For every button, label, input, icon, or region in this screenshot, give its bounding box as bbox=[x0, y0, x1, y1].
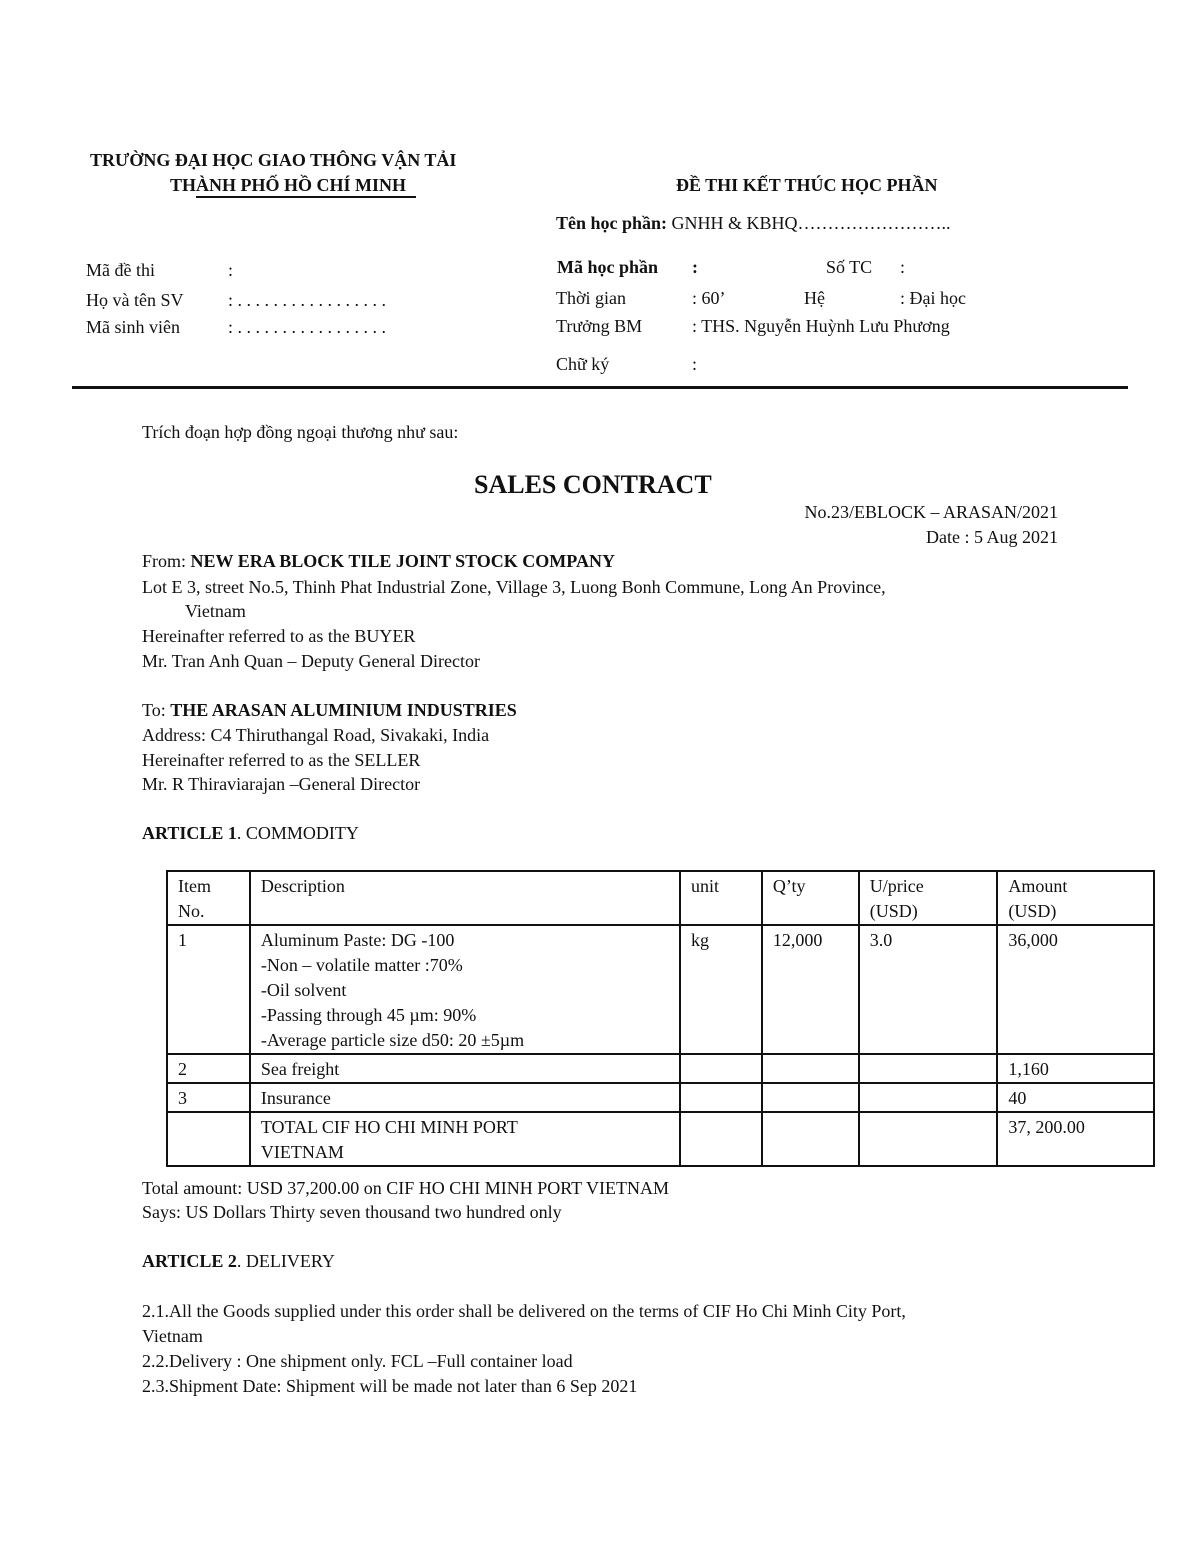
credits-label: Số TC bbox=[826, 257, 873, 277]
intro-text: Trích đoạn hợp đồng ngoại thương như sau: bbox=[142, 422, 459, 442]
table-row bbox=[167, 1054, 1154, 1083]
student-id-value: : . . . . . . . . . . . . . . . . . bbox=[228, 317, 387, 337]
table-header-row bbox=[167, 871, 1154, 925]
course-code-label: Mã học phần bbox=[557, 257, 659, 277]
article2-label: ARTICLE 2 bbox=[142, 1251, 237, 1271]
cell-amount: 40 bbox=[997, 1083, 1154, 1112]
from-representative: Mr. Tran Anh Quan – Deputy General Director bbox=[142, 651, 480, 671]
contract-date: Date : 5 Aug 2021 bbox=[926, 527, 1058, 547]
cell-amount: 1,160 bbox=[997, 1054, 1154, 1083]
system-label: Hệ bbox=[804, 288, 825, 308]
cell-description: Sea freight bbox=[250, 1054, 680, 1083]
signature-value: : bbox=[692, 354, 698, 374]
table-total-row bbox=[167, 1112, 1154, 1166]
contract-title: SALES CONTRACT bbox=[474, 470, 712, 499]
header-unit: unit bbox=[680, 871, 762, 925]
delivery-clause-2-1-line1: 2.1.All the Goods supplied under this order shall be delivered on the terms of CIF Ho Chi Minh City Port, bbox=[142, 1301, 906, 1321]
dept-head-value: : THS. Nguyễn Huỳnh Lưu Phương bbox=[692, 316, 950, 336]
delivery-clause-2-2: 2.2.Delivery : One shipment only. FCL –Full container load bbox=[142, 1351, 573, 1371]
cell-unit-price bbox=[859, 1112, 998, 1166]
commodity-table bbox=[166, 870, 1155, 1167]
header-unit-price: U/price (USD) bbox=[859, 871, 998, 925]
time-label: Thời gian bbox=[556, 288, 627, 308]
cell-item: 1 bbox=[167, 925, 250, 1054]
exam-code-value: : bbox=[228, 260, 234, 280]
cell-unit-price bbox=[859, 1054, 998, 1083]
cell-item bbox=[167, 1112, 250, 1166]
from-address-line1: Lot E 3, street No.5, Thinh Phat Industrial Zone, Village 3, Luong Bonh Commune, Long An Province, bbox=[142, 577, 886, 597]
school-name-underline bbox=[196, 196, 416, 198]
student-name-label: Họ và tên SV bbox=[86, 290, 184, 310]
article1-heading bbox=[142, 823, 359, 845]
from-line bbox=[142, 551, 615, 573]
school-name-line2: THÀNH PHỐ HỒ CHÍ MINH bbox=[170, 175, 407, 195]
article2-title: . DELIVERY bbox=[236, 1251, 335, 1271]
from-label: From: bbox=[142, 551, 191, 571]
cell-description: TOTAL CIF HO CHI MINH PORT VIETNAM bbox=[250, 1112, 680, 1166]
cell-description: Insurance bbox=[250, 1083, 680, 1112]
cell-amount: 36,000 bbox=[997, 925, 1154, 1054]
credits-value: : bbox=[900, 257, 906, 277]
cell-qty bbox=[762, 1083, 859, 1112]
to-address: Address: C4 Thiruthangal Road, Sivakaki, India bbox=[142, 725, 490, 745]
course-name-field bbox=[556, 213, 951, 235]
from-company: NEW ERA BLOCK TILE JOINT STOCK COMPANY bbox=[190, 551, 615, 571]
signature-label: Chữ ký bbox=[556, 354, 610, 374]
cell-amount: 37, 200.00 bbox=[997, 1112, 1154, 1166]
course-name-label: Tên học phần: bbox=[556, 213, 668, 233]
from-referred: Hereinafter referred to as the BUYER bbox=[142, 626, 416, 646]
cell-unit bbox=[680, 1083, 762, 1112]
cell-qty bbox=[762, 1054, 859, 1083]
article1-title: . COMMODITY bbox=[236, 823, 359, 843]
delivery-clause-2-3: 2.3.Shipment Date: Shipment will be made not later than 6 Sep 2021 bbox=[142, 1376, 638, 1396]
table-row bbox=[167, 925, 1154, 1054]
cell-unit bbox=[680, 1112, 762, 1166]
dept-head-label: Trưởng BM bbox=[556, 316, 643, 336]
system-value: : Đại học bbox=[900, 288, 966, 308]
table-row bbox=[167, 1083, 1154, 1112]
cell-unit: kg bbox=[680, 925, 762, 1054]
header-qty: Q’ty bbox=[762, 871, 859, 925]
to-representative: Mr. R Thiraviarajan –General Director bbox=[142, 774, 421, 794]
exam-code-label: Mã đề thi bbox=[86, 260, 155, 280]
header-description: Description bbox=[250, 871, 680, 925]
total-amount: Total amount: USD 37,200.00 on CIF HO CHI MINH PORT VIETNAM bbox=[142, 1178, 670, 1198]
student-name-value: : . . . . . . . . . . . . . . . . . bbox=[228, 290, 387, 310]
article2-heading bbox=[142, 1251, 335, 1273]
header-item-no: Item No. bbox=[167, 871, 250, 925]
amount-in-words: Says: US Dollars Thirty seven thousand two hundred only bbox=[142, 1202, 562, 1222]
from-address-line2: Vietnam bbox=[185, 601, 246, 621]
header-divider bbox=[72, 386, 1128, 389]
cell-unit-price bbox=[859, 1083, 998, 1112]
course-name-value: GNHH & KBHQ…………………….. bbox=[667, 213, 951, 233]
cell-description: Aluminum Paste: DG -100 -Non – volatile matter :70% -Oil solvent -Passing through 45 µm: 90% -Average particle size d50: 20 ±5µm bbox=[250, 925, 680, 1054]
to-company: THE ARASAN ALUMINIUM INDUSTRIES bbox=[170, 700, 517, 720]
to-referred: Hereinafter referred to as the SELLER bbox=[142, 750, 421, 770]
cell-item: 2 bbox=[167, 1054, 250, 1083]
contract-number: No.23/EBLOCK – ARASAN/2021 bbox=[804, 502, 1058, 522]
to-label: To: bbox=[142, 700, 171, 720]
delivery-clause-2-1-line2: Vietnam bbox=[142, 1326, 203, 1346]
cell-qty: 12,000 bbox=[762, 925, 859, 1054]
cell-unit-price: 3.0 bbox=[859, 925, 998, 1054]
cell-qty bbox=[762, 1112, 859, 1166]
header-amount: Amount (USD) bbox=[997, 871, 1154, 925]
student-id-label: Mã sinh viên bbox=[86, 317, 180, 337]
cell-item: 3 bbox=[167, 1083, 250, 1112]
exam-title: ĐỀ THI KẾT THÚC HỌC PHẦN bbox=[676, 175, 938, 195]
cell-unit bbox=[680, 1054, 762, 1083]
article1-label: ARTICLE 1 bbox=[142, 823, 237, 843]
to-line bbox=[142, 700, 517, 722]
course-code-value: : bbox=[692, 257, 698, 277]
time-value: : 60’ bbox=[692, 288, 726, 308]
school-name-line1: TRƯỜNG ĐẠI HỌC GIAO THÔNG VẬN TẢI bbox=[90, 150, 457, 170]
